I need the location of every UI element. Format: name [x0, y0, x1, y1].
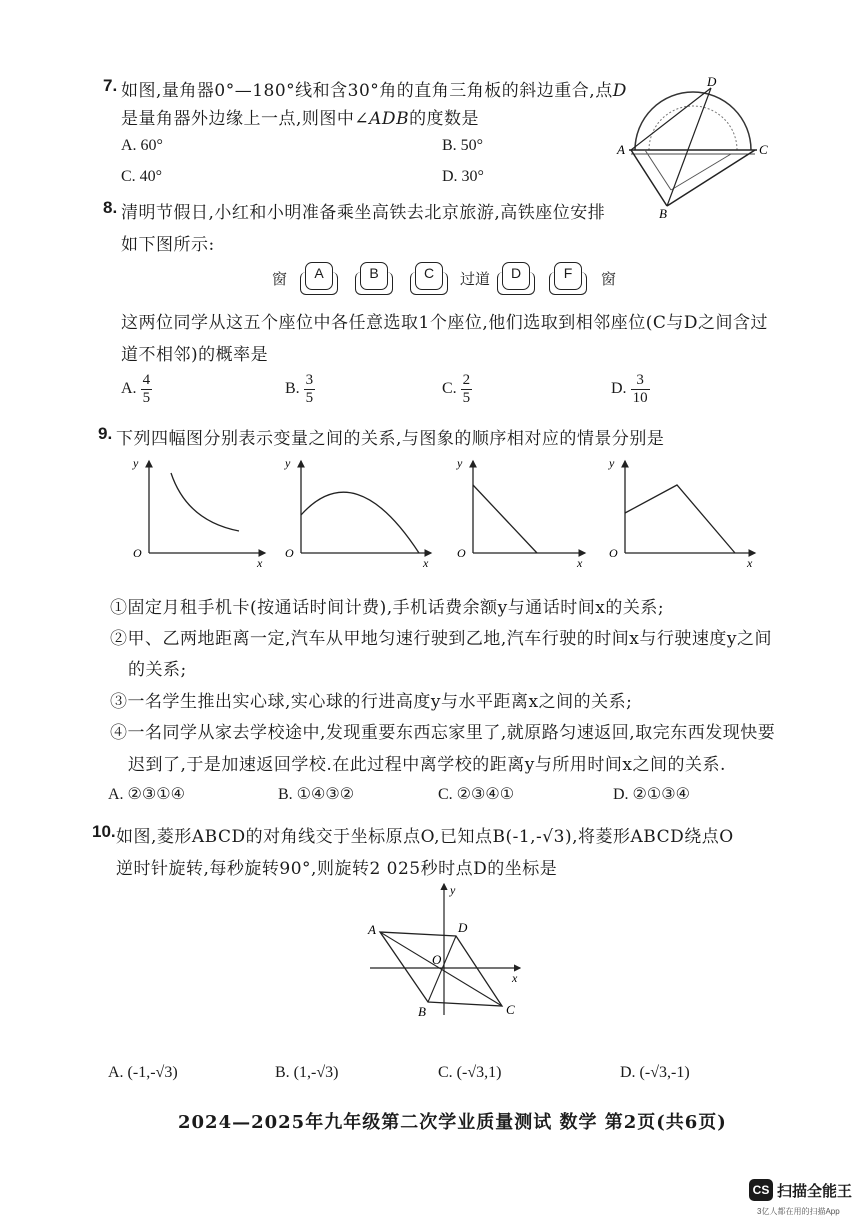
svg-text:x: x — [257, 556, 263, 570]
camscanner-logo: CS — [749, 1179, 773, 1201]
protractor-inner-arc — [649, 106, 737, 150]
q9-graphs — [125, 455, 775, 575]
seat-c: C — [410, 262, 450, 296]
q9-item-2: ②甲、乙两地距离一定,汽车从甲地匀速行驶到乙地,汽车行驶的时间x与行驶速度y之间 — [110, 629, 772, 649]
aisle-label: 过道 — [460, 270, 491, 288]
q9-option-c: C. ②③④① — [438, 786, 515, 803]
q8-line2: 如下图所示: — [121, 235, 215, 255]
label-o: O — [432, 952, 442, 967]
graph-2 — [284, 456, 431, 570]
q8-option-a: A. $\frac{4}{5}$ — [121, 372, 151, 406]
protractor-outer-arc — [635, 92, 751, 150]
graph-2-curve — [301, 492, 419, 553]
q9-number: 9. — [98, 424, 113, 443]
seat-b: B — [355, 262, 395, 296]
q8-option-d: D. $\frac{3}{10}$ — [611, 372, 648, 406]
q9-item-2-cont: 的关系; — [128, 660, 187, 680]
graph-4-line — [625, 485, 735, 553]
q8-line4: 道不相邻)的概率是 — [121, 345, 269, 365]
label-x: x — [512, 971, 518, 985]
label-a: A — [617, 142, 625, 157]
svg-text:O: O — [457, 546, 466, 560]
window-left-label: 窗 — [272, 270, 288, 288]
diagonal-ac — [380, 932, 502, 1006]
svg-text:O: O — [285, 546, 294, 560]
q10-option-b: B. (1,-√3) — [275, 1064, 339, 1081]
q7-line1: 如图,量角器0°—180°线和含30°角的直角三角板的斜边重合,点D — [121, 81, 627, 101]
graph-3 — [456, 456, 585, 570]
q7-option-d: D. 30° — [442, 168, 484, 185]
graph-3-line — [473, 485, 537, 553]
q10-number: 10. — [92, 822, 116, 841]
svg-text:y: y — [133, 456, 139, 470]
q8-option-c: C. $\frac{2}{5}$ — [442, 372, 471, 406]
q10-line1: 如图,菱形ABCD的对角线交于坐标原点O,已知点B(-1,-√3),将菱形ABCD绕点O — [116, 827, 734, 847]
svg-text:y: y — [457, 456, 463, 470]
triangle-side-bc — [667, 150, 755, 206]
q10-option-c: C. (-√3,1) — [438, 1064, 502, 1081]
label-b: B — [418, 1004, 426, 1019]
graph-1-curve — [171, 473, 239, 531]
q9-option-b: B. ①④③② — [278, 786, 355, 803]
svg-text:y: y — [609, 456, 615, 470]
camscanner-tagline: 3亿人都在用的扫描App — [757, 1207, 840, 1216]
q7-option-c: C. 40° — [121, 168, 163, 185]
label-y: y — [450, 883, 456, 897]
label-a: A — [368, 922, 376, 937]
seat-a: A — [300, 262, 340, 296]
camscanner-name: 扫描全能王 — [777, 1183, 853, 1200]
svg-text:O: O — [609, 546, 618, 560]
page-footer: 2024—2025年九年级第二次学业质量测试 数学 第2页(共6页) — [178, 1112, 727, 1133]
q7-line2: 是量角器外边缘上一点,则图中∠ADB的度数是 — [121, 109, 480, 129]
q9-line1: 下列四幅图分别表示变量之间的关系,与图象的顺序相对应的情景分别是 — [116, 429, 665, 449]
q8-number: 8. — [103, 198, 118, 217]
svg-text:x: x — [423, 556, 429, 570]
q10-line2: 逆时针旋转,每秒旋转90°,则旋转2 025秒时点D的坐标是 — [116, 859, 558, 879]
q10-option-a: A. (-1,-√3) — [108, 1064, 178, 1081]
q10-rhombus-figure — [360, 880, 530, 1020]
q10-option-d: D. (-√3,-1) — [620, 1064, 690, 1081]
q9-option-d: D. ②①③④ — [613, 786, 690, 803]
graph-1 — [132, 456, 265, 570]
svg-text:O: O — [133, 546, 142, 560]
q7-option-a: A. 60° — [121, 137, 163, 154]
q9-item-3: ③一名学生推出实心球,实心球的行进高度y与水平距离x之间的关系; — [110, 692, 633, 712]
q7-protractor-figure — [615, 72, 775, 222]
q9-item-1: ①固定月租手机卡(按通话时间计费),手机话费余额y与通话时间x的关系; — [110, 598, 665, 618]
label-b: B — [659, 206, 667, 221]
label-d: D — [458, 920, 468, 935]
svg-text:y: y — [285, 456, 291, 470]
window-right-label: 窗 — [601, 270, 617, 288]
q7-option-b: B. 50° — [442, 137, 484, 154]
q9-item-4-cont: 迟到了,于是加速返回学校.在此过程中离学校的距离y与所用时间x之间的关系. — [128, 755, 726, 775]
q8-option-b: B. $\frac{3}{5}$ — [285, 372, 314, 406]
svg-text:x: x — [577, 556, 583, 570]
svg-text:x: x — [747, 556, 753, 570]
label-c: C — [506, 1002, 515, 1017]
q8-line1: 清明节假日,小红和小明准备乘坐高铁去北京旅游,高铁座位安排 — [121, 203, 606, 223]
label-c: C — [759, 142, 768, 157]
q9-item-4: ④一名同学从家去学校途中,发现重要东西忘家里了,就原路匀速返回,取完东西发现快要 — [110, 723, 776, 743]
label-d: D — [707, 74, 717, 89]
seat-d: D — [497, 262, 537, 296]
q7-number: 7. — [103, 76, 118, 95]
triangle-side-ab — [631, 150, 667, 206]
diagonal-bd — [428, 936, 456, 1002]
q8-line3: 这两位同学从这五个座位中各任意选取1个座位,他们选取到相邻座位(C与D之间含过 — [121, 313, 768, 333]
seat-f: F — [549, 262, 589, 296]
graph-4 — [608, 456, 755, 570]
q9-option-a: A. ②③①④ — [108, 786, 185, 803]
